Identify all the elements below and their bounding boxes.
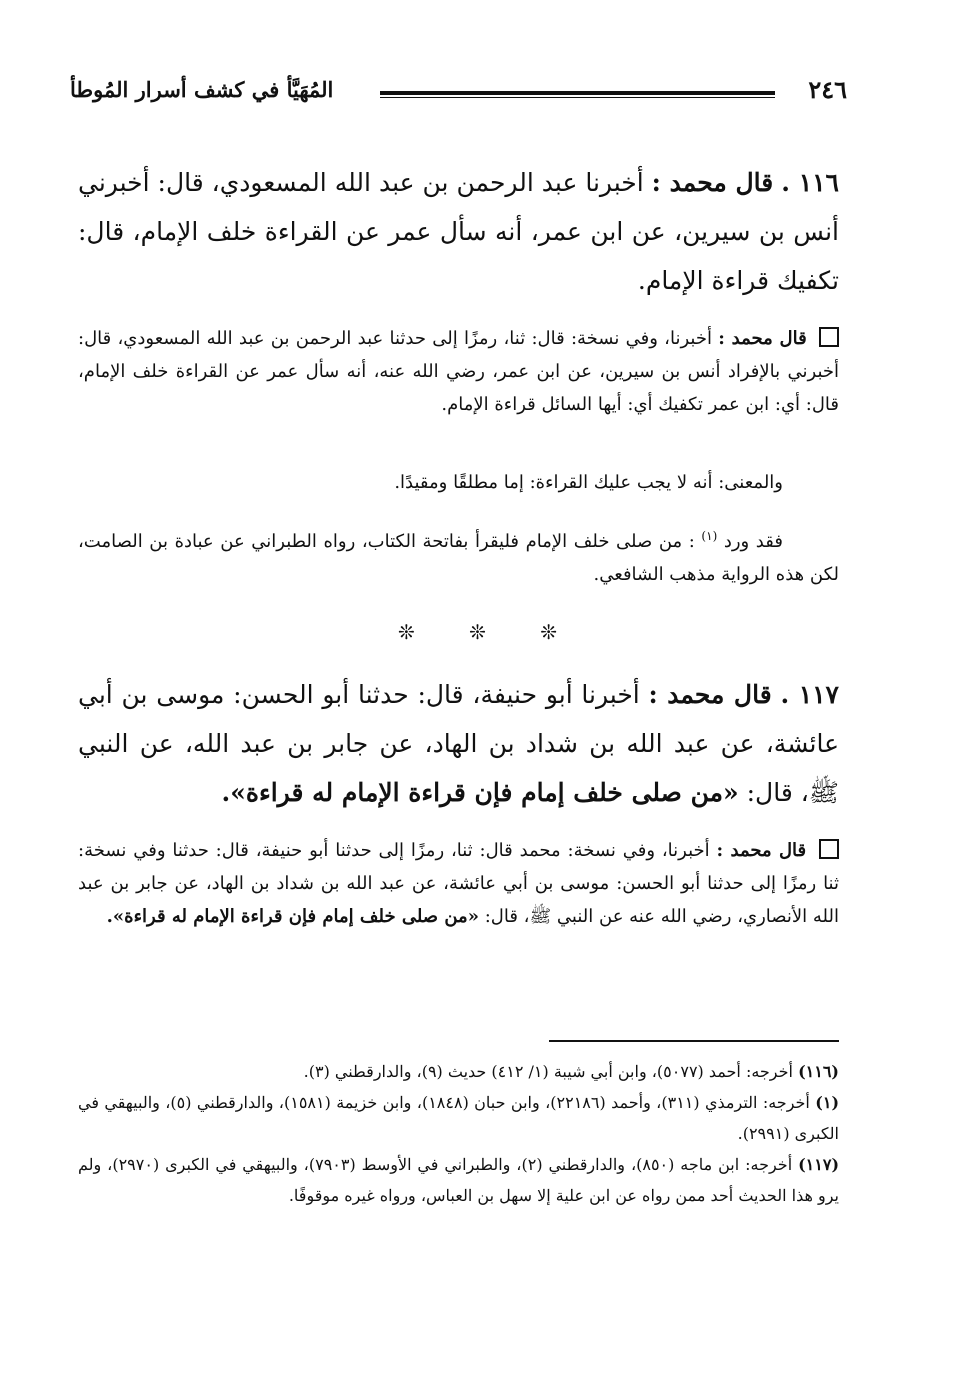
separator-star: ❊ <box>397 620 415 644</box>
commentary-text: أخبرنا، وفي نسخة: قال: ثنا، رمزًا إلى حدثنا عبد الرحمن بن عبد الله المسعودي، قال: أخبرني بالإفراد أنس بن سيرين، عن ابن عمر، رضي الله عنه، أنه سأل عمر عن القراءة خلف الإمام، قال: أي: ابن عمر تكفيك أي: أيها السائل قراءة الإمام. <box>78 328 839 415</box>
commentary-116 <box>78 322 839 421</box>
commentary-reported <box>78 520 839 591</box>
hadith-117 <box>78 670 839 817</box>
footnotes <box>78 1056 839 1211</box>
commentary-speaker: قال محمد : <box>716 840 807 861</box>
footnote <box>78 1087 839 1149</box>
hadith-text: أخبرنا عبد الرحمن بن عبد الله المسعودي، قال: أخبرني أنس بن سيرين، عن ابن عمر، أنه سأل عمر عن القراءة خلف الإمام، قال: تكفيك قراءة الإمام. <box>78 168 839 295</box>
commentary-meaning <box>78 466 839 499</box>
page-header <box>70 72 847 108</box>
commentary-speaker: قال محمد : <box>718 328 807 349</box>
book-title: المُهَيَّأ في كشف أسرار المُوطأ <box>70 77 334 102</box>
footnote-text: أخرجه: الترمذي (٣١١)، وأحمد (٢٢١٨٦)، وابن حبان (١٨٤٨)، وابن خزيمة (١٥٨١)، والدارقطني (٥)، والبيهقي في الكبرى (٢٩٩١). <box>78 1093 839 1143</box>
footnote-text: أخرجه: ابن ماجه (٨٥٠)، والدارقطني (٢)، والطبراني في الأوسط (٧٩٠٣)، والبيهقي في الكبرى (٢٩٧٠)، ولم يرو هذا الحديث أحد ممن رواه عن ابن علية إلا سهل بن العباس، ورواه غيره موقوفًا. <box>78 1155 839 1205</box>
hadith-number: ١١٦ . <box>781 168 839 197</box>
footnote-rule <box>549 1040 839 1042</box>
page-number: ٢٤٦ <box>808 75 847 104</box>
hadith-speaker: قال محمد : <box>651 168 774 197</box>
reported-rest: : من صلى خلف الإمام فليقرأ بفاتحة الكتاب، رواه الطبراني عن عبادة بن الصامت، لكن هذه الرواية مذهب الشافعي. <box>78 531 839 585</box>
header-rule <box>380 91 775 95</box>
footnote-ref: (١) <box>701 529 718 543</box>
reported-start: فقد ورد <box>723 531 783 552</box>
footnote-text: أخرجه: أحمد (٥٠٧٧)، وابن أبي شيبة (١/ ٤١٢) حديث (٩)، والدارقطني (٣). <box>303 1062 793 1081</box>
section-separator <box>0 620 955 644</box>
commentary-117 <box>78 834 839 933</box>
footnote-label: (١١٧) <box>798 1155 840 1174</box>
commentary-box-icon <box>819 839 839 859</box>
hadith-116 <box>78 158 839 305</box>
hadith-number: ١١٧ . <box>780 680 839 709</box>
hadith-quote: «من صلى خلف إمام فإن قراءة الإمام له قراءة». <box>221 778 739 807</box>
hadith-text: أخبرنا أبو حنيفة، قال: حدثنا أبو الحسن: موسى بن أبي عائشة، عن عبد الله بن شداد بن الهاد، عن جابر بن عبد الله، عن النبي ﷺ، قال: <box>78 680 839 807</box>
footnote-label: (١١٦) <box>798 1062 839 1081</box>
commentary-text: أخبرنا، وفي نسخة: محمد قال: ثنا، رمزًا إلى حدثنا أبو حنيفة، قال: حدثنا وفي نسخة: ثنا رمزًا إلى حدثنا أبو الحسن: موسى بن أبي عائشة، عن عبد الله بن شداد بن الهاد، عن جابر بن عبد الله الأنصاري، رضي الله عنه عن النبي ﷺ، قال: <box>78 840 839 927</box>
commentary-box-icon <box>819 327 839 347</box>
footnote <box>78 1149 839 1211</box>
meaning-text: والمعنى: أنه لا يجب عليك القراءة: إما مطلقًا ومقيدًا. <box>394 472 783 493</box>
separator-star: ❊ <box>469 620 486 644</box>
commentary-quote: «من صلى خلف إمام فإن قراءة الإمام له قراءة». <box>106 906 479 927</box>
footnote <box>78 1056 839 1087</box>
separator-star: ❊ <box>540 620 557 644</box>
footnote-label: (١) <box>815 1093 840 1112</box>
hadith-speaker: قال محمد : <box>648 680 772 709</box>
